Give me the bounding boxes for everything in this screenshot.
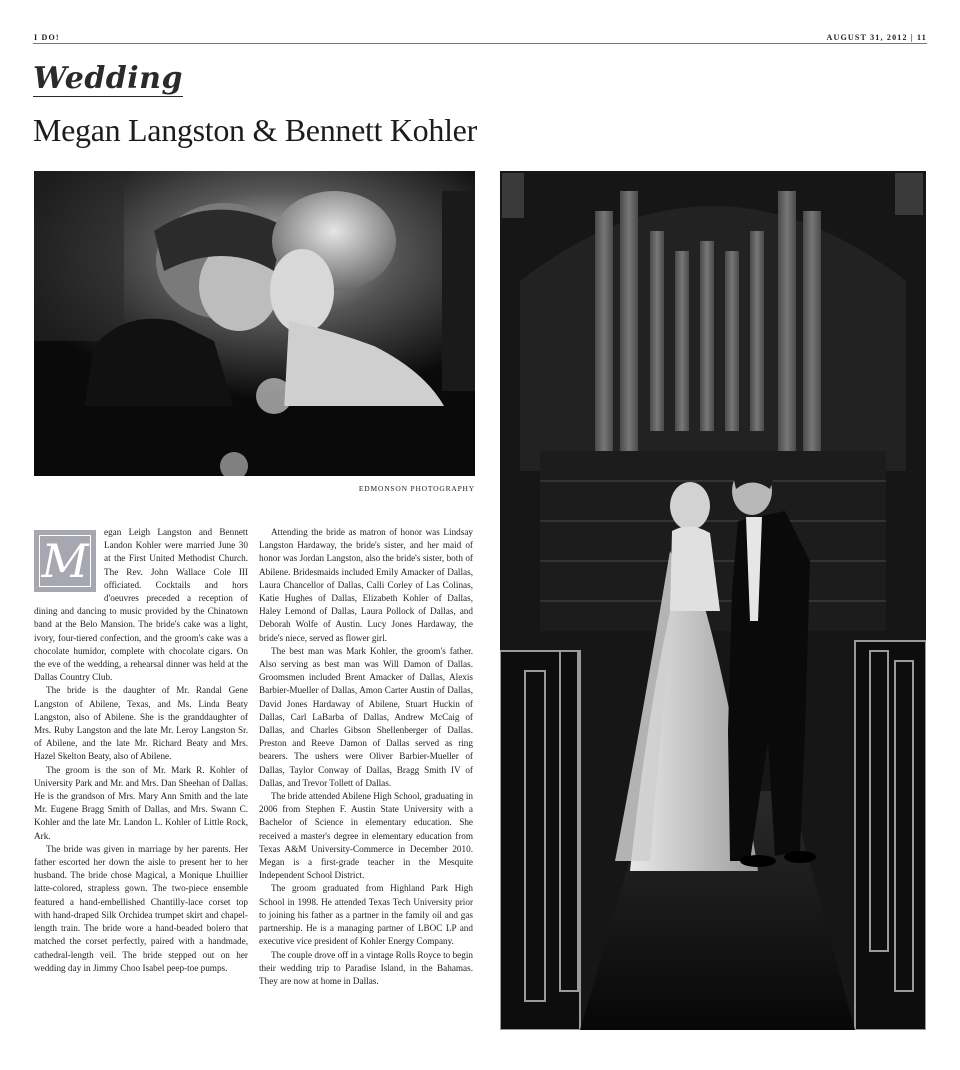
article-column-2 [259, 526, 473, 988]
article-paragraph: Attending the bride as matron of honor was Lindsay Langston Hardaway, the bride's sister, and her maid of honor was Jordan Langston, also the bride's sister, both of Abilene. Bridesmaids included Emily Amacker of Dallas, Laura Chancellor of Dallas, Calli Corley of Las Colinas, Katie Hughes of Dallas, Elizabeth Kohler of Dallas, Haley Lemond of Dallas, Laura Pollock of Dallas, and Deborah Wolfe of Austin. Lucy Jones Hardaway, the bride's niece, served as flower girl. [259, 527, 473, 643]
article-paragraph: The groom is the son of Mr. Mark R. Kohler of University Park and Mr. and Mrs. Dan Sheehan of Dallas. He is the grandson of Mrs. Mary Ann Smith and the late Mr. Eugene Bragg Smith of Dallas, and Mrs. Swann C. Kohler and the late Mr. Landon L. Kohler of Little Rock, Ark. [34, 764, 248, 841]
section-kicker: Wedding [33, 61, 183, 96]
date-page-label: AUGUST 31, 2012 | 11 [826, 33, 927, 42]
section-label: I DO! [34, 33, 60, 42]
church-aisle-photo [500, 171, 926, 1030]
article-paragraph: egan Leigh Langston and Bennett Landon Kohler were married June 30 at the First United Methodist Church. The Rev. John Wallace Cole III officiated. Cocktails and hors d'oeuvres preceded a reception of dining and dancing to music provided by the Chinatown band at the Belo Mansion. The bride's cake was a light, ivory, four-tiered confection, and the groom's cake was a chocolate humidor, complete with chocolate cigars. On the eve of the wedding, a rehearsal dinner was held at the Dallas Country Club. [34, 527, 248, 683]
article-paragraph: The best man was Mark Kohler, the groom's father. Also serving as best man was Will Damon of Dallas. Groomsmen included Brent Amacker of Dallas, Alexis Barbier-Mueller of Dallas, Amon Carter Austin of Dallas, David Jones Hardaway of Abilene, Stuart Huckin of Dallas, Carl LaBarba of Dallas, Andrew McCaig of Dallas, and Charles Gibson Shellenberger of Dallas. Preston and Reeve Damon of Dallas served as ring bearers. The ushers were Oliver Barbier-Mueller of Dallas, Taylor Conway of Dallas, Bragg Smith IV of Dallas, and Trevor Tollett of Dallas. [259, 645, 473, 788]
article-paragraph: The bride attended Abilene High School, graduating in 2006 from Stephen F. Austin State University with a Bachelor of Science in elementary education. She received a master's degree in elementary education from Texas A&M University-Commerce in December 2010. Megan is a first-grade teacher in the Mesquite Independent School District. [259, 791, 473, 881]
article-paragraph: The couple drove off in a vintage Rolls Royce to begin their wedding trip to Paradise Island, in the Bahamas. They are now at home in Dallas. [259, 949, 473, 986]
photo-credit: EDMONSON PHOTOGRAPHY [358, 484, 475, 493]
article-paragraph: The groom graduated from Highland Park High School in 1998. He attended Texas Tech University prior to joining his father as a partner in the family oil and gas partnership. He is a managing partner of LBOC LP and executive vice president of Kohler Energy Company. [259, 883, 473, 947]
article-paragraph: The bride was given in marriage by her parents. Her father escorted her down the aisle to present her to her husband. The bride chose Magical, a Monique Lhuillier latte-colored, strapless gown. The two-piece ensemble featured a hand-embellished Chantilly-lace corset top with hand-draped Silk Orchidea trumpet skirt and chapel-length train. The bride wore a hand-beaded bolero that matched the corset perfectly, paired with a handmade, cathedral-length veil. The bride stepped out on her wedding day in Jimmy Choo Isabel peep-toe pumps. [34, 843, 248, 973]
article-column-1 [34, 526, 248, 975]
article-headline: Megan Langston & Bennett Kohler [33, 112, 477, 148]
couple-kiss-photo [34, 171, 475, 476]
header-rule [33, 43, 927, 44]
drop-cap: M [34, 530, 96, 592]
article-paragraph: The bride is the daughter of Mr. Randal Gene Langston of Abilene, Texas, and Ms. Linda Beaty Langston, also of Abilene. She is the granddaughter of Mrs. Ruby Langston and the late Mr. Leroy Langston Sr. of Abilene, and the late Mr. Richard Beaty and Mrs. Hazel Skelton Beaty, also of Abilene. [34, 685, 248, 762]
